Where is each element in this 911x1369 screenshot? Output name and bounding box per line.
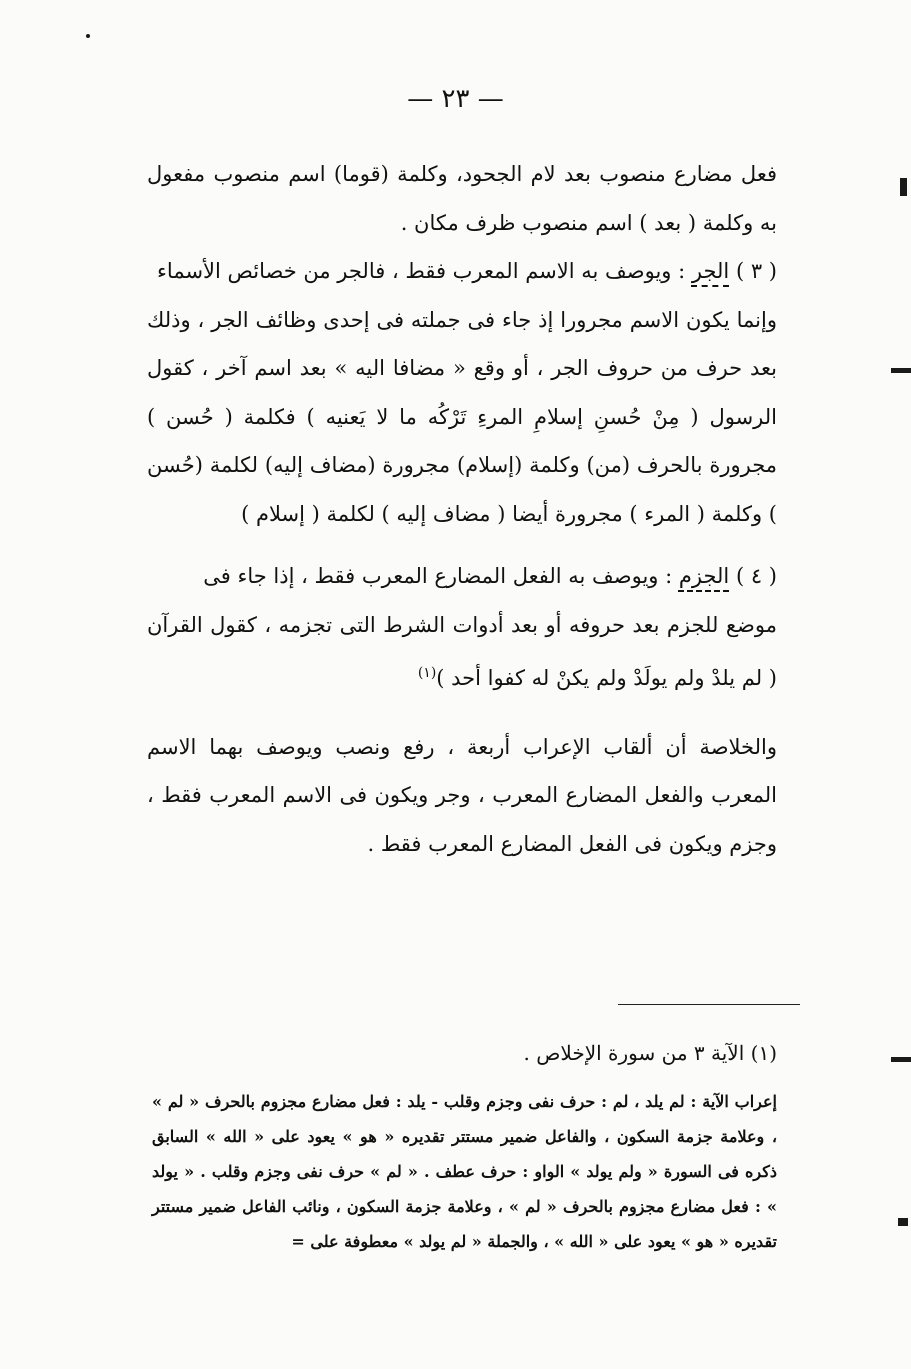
paragraph-continuation: فعل مضارع منصوب بعد لام الجحود، وكلمة (قوما) اسم منصوب مفعول به وكلمة ( بعد ) اسم منصوب ظرف مكان . — [147, 162, 777, 235]
paragraph-jarr-explanation: وإنما يكون الاسم مجرورا إذ جاء فى جملته فى إحدى وظائف الجر ، وذلك بعد حرف من حروف الجر ، أو وقع « مضافا اليه » بعد اسم آخر ، كقول الرسول ( مِنْ حُسنِ إسلامِ المرءِ تَرْكُه ما لا يَعنيه ) فكلمة ( حُسن ) مجرورة بالحرف (من) وكلمة (إسلام) مجرورة (مضاف إليه) لكلمة (حُسن ) وكلمة ( المرء ) مجرورة أيضا ( مضاف إليه ) لكلمة ( إسلام ) — [147, 307, 777, 526]
footnote-reference: (١) — [417, 665, 437, 681]
paragraph-jarr — [147, 247, 777, 296]
footnote-1-number: (١) — [750, 1041, 777, 1065]
body-text — [147, 150, 777, 868]
paragraph-summary: والخلاصة أن ألقاب الإعراب أربعة ، رفع ونصب ويوصف بهما الاسم المعرب والفعل المضارع المعرب ، وجر ويكون فى الاسم المعرب فقط ، وجزم ويكون فى الفعل المضارع المعرب فقط . — [147, 734, 777, 856]
scan-dot — [86, 34, 90, 38]
section-number-3: ( ٣ ) — [735, 259, 777, 283]
page-number: — ٢٣ — — [407, 84, 504, 114]
footnote-divider — [618, 1004, 800, 1005]
jazm-explanation-text: موضع للجزم بعد حروفه أو بعد أدوات الشرط التى تجزمه ، كقول القرآن ( لم يلدْ ولم يولَدْ ولم يكنْ له كفوا أحد ) — [147, 612, 777, 690]
term-jarr: الجر — [691, 259, 730, 283]
footnotes — [152, 1036, 777, 1259]
scan-edge-mark — [898, 1218, 908, 1226]
paragraph-jazm-explanation — [147, 601, 777, 703]
scan-edge-mark — [900, 178, 907, 196]
scan-edge-mark — [891, 1057, 911, 1062]
term-jazm: الجزم — [678, 564, 730, 588]
footnote-irab: إعراب الآية : لم يلد ، لم : حرف نفى وجزم وقلب - يلد : فعل مضارع مجزوم بالحرف « لم » ، وعلامة جزمة السكون ، والفاعل ضمير مستتر تقديره « هو » يعود على « الله » السابق ذكره فى السورة « ولم يولد » الواو : حرف عطف . « لم » حرف نفى وجزم وقلب . « يولد » : فعل مضارع مجزوم بالحرف « لم » ، وعلامة جزمة السكون ، ونائب الفاعل ضمير مستتر تقديره « هو » يعود على « الله » ، والجملة « لم يولد » معطوفة على = — [152, 1092, 777, 1251]
section-number-4: ( ٤ ) — [735, 564, 777, 588]
footnote-1 — [152, 1036, 777, 1070]
paragraph-jazm — [147, 552, 777, 601]
footnote-1-source: الآية ٣ من سورة الإخلاص . — [523, 1041, 745, 1065]
scan-edge-mark — [891, 368, 911, 373]
jazm-definition: : ويوصف به الفعل المضارع المعرب فقط ، إذا جاء فى — [203, 564, 673, 588]
jarr-definition: : ويوصف به الاسم المعرب فقط ، فالجر من خصائص الأسماء — [157, 259, 686, 283]
